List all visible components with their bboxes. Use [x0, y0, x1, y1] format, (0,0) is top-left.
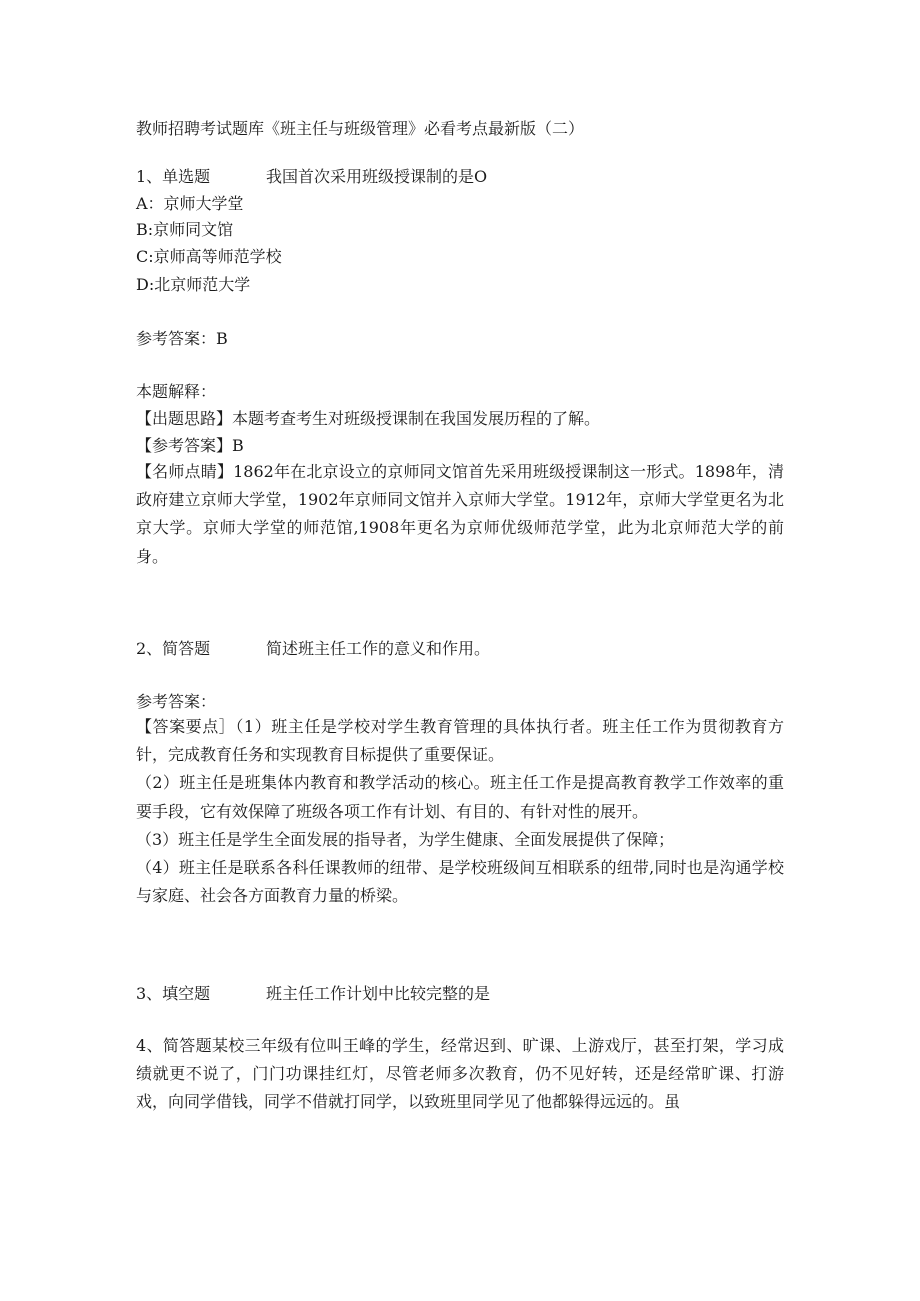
question-3-stem: 班主任工作计划中比较完整的是 — [266, 984, 491, 1003]
question-2-answer-heading: 参考答案： — [136, 692, 217, 711]
question-2-header — [136, 638, 490, 660]
question-1-explanation-note — [136, 458, 784, 571]
question-2-answer-block — [136, 713, 784, 910]
question-1-answer: 参考答案：B — [136, 329, 228, 348]
question-2-type: 2、简答题 — [136, 639, 211, 658]
document-title: 教师招聘考试题库《班主任与班级管理》必看考点最新版（二） — [136, 119, 585, 138]
question-2-answer-point-3: （3）班主任是学生全面发展的指导者，为学生健康、全面发展提供了保障； — [136, 829, 675, 849]
question-1-stem: 我国首次采用班级授课制的是O — [266, 167, 488, 186]
question-1-explanation-answer: 【参考答案】B — [136, 436, 244, 455]
question-2-stem: 简述班主任工作的意义和作用。 — [266, 639, 491, 658]
question-1-type: 1、单选题 — [136, 167, 211, 186]
question-1-option-c: C:京师高等师范学校 — [136, 247, 282, 266]
question-4-block — [136, 1032, 784, 1117]
question-1-option-a: A：京师大学堂 — [136, 194, 244, 213]
question-1-explanation-idea: 【出题思路】本题考查考生对班级授课制在我国发展历程的了解。 — [136, 409, 601, 428]
question-3-header — [136, 983, 490, 1005]
question-4-text: 4、简答题某校三年级有位叫王峰的学生，经常迟到、旷课、上游戏厅，甚至打架，学习成绩就更不说了，门门功课挂红灯，尽管老师多次教育，仍不见好转，还是经常旷课、打游戏，向同学借钱，同学不借就打同学，以致班里同学见了他都躲得远远的。虽 — [136, 1036, 784, 1112]
question-1-option-b: B:京师同文馆 — [136, 220, 234, 239]
question-1-option-d: D:北京师范大学 — [136, 275, 251, 294]
question-1-header — [136, 166, 487, 188]
question-3-type: 3、填空题 — [136, 984, 211, 1003]
question-2-answer-point-1: 【答案要点］（1）班主任是学校对学生教育管理的具体执行者。班主任工作为贯彻教育方针，完成教育任务和实现教育目标提供了重要保证。 — [136, 717, 784, 765]
question-2-answer-point-4: （4）班主任是联系各科任课教师的纽带、是学校班级间互相联系的纽带,同时也是沟通学校与家庭、社会各方面教育力量的桥梁。 — [136, 858, 784, 906]
question-1-explanation-note-text: 【名师点睛】1862年在北京设立的京师同文馆首先采用班级授课制这一形式。1898年，清政府建立京师大学堂，1902年京师同文馆并入京师大学堂。1912年，京师大学堂更名为北京大学。京师大学堂的师范馆,1908年更名为京师优级师范学堂，此为北京师范大学的前身。 — [136, 462, 784, 566]
question-1-explanation-heading: 本题解释： — [136, 382, 217, 401]
question-2-answer-point-2: （2）班主任是班集体内教育和教学活动的核心。班主任工作是提高教育教学工作效率的重要手段，它有效保障了班级各项工作有计划、有目的、有针对性的展开。 — [136, 773, 784, 821]
